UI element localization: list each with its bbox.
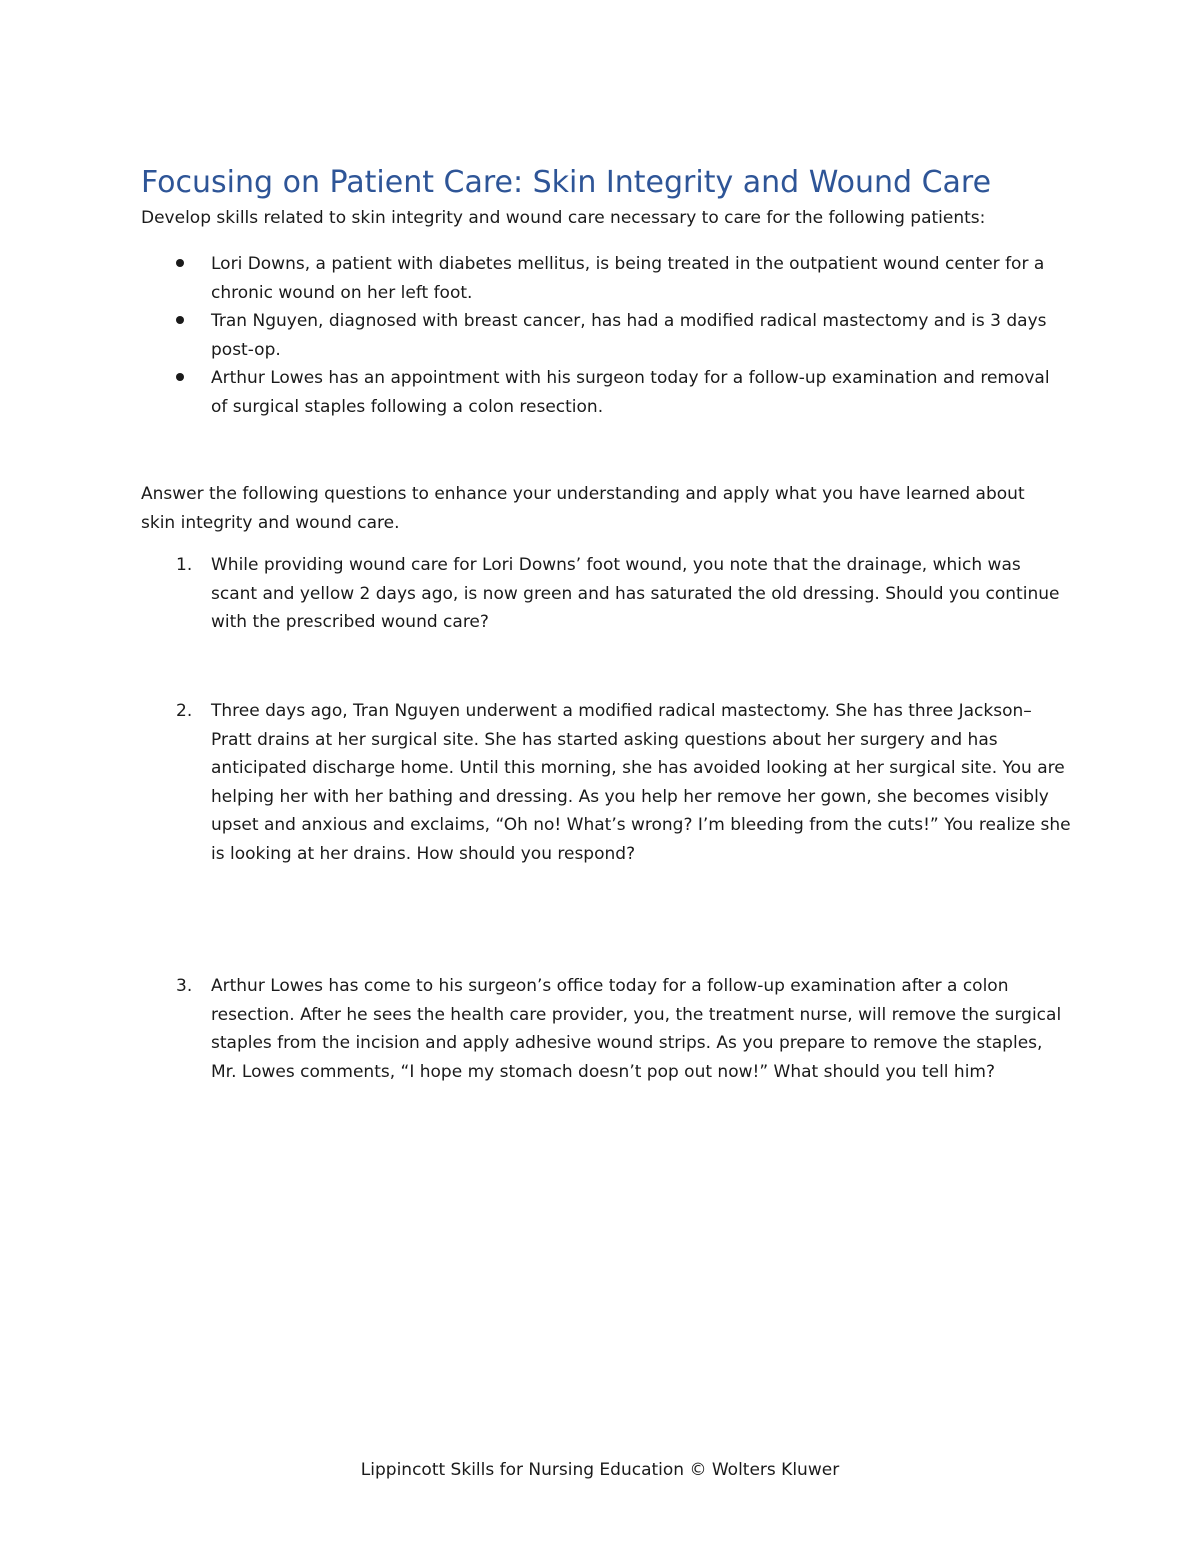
intro-text: Develop skills related to skin integrity and wound care necessary to care for the following patients:	[141, 208, 986, 228]
question-number: 2.	[176, 701, 193, 721]
page-title: Focusing on Patient Care: Skin Integrity and Wound Care	[141, 165, 992, 200]
question-2	[141, 697, 1071, 868]
question-text: Arthur Lowes has come to his surgeon’s office today for a follow-up examination after a colon resection. After he sees the health care provider, you, the treatment nurse, will remove the surgical staples from the incision and apply adhesive wound strips. As you prepare to remove the staples, Mr. Lowes comments, “I hope my stomach doesn’t pop out now!” What should you tell him?	[211, 976, 1062, 1082]
question-1	[141, 551, 1071, 637]
patient-description: Tran Nguyen, diagnosed with breast cancer, has had a modified radical mastectomy and is 3 days post-op.	[211, 311, 1047, 360]
answer-intro-text: Answer the following questions to enhance your understanding and apply what you have learned about skin integrity and wound care.	[141, 484, 1025, 533]
patient-description: Arthur Lowes has an appointment with his surgeon today for a follow-up examination and removal of surgical staples following a colon resection.	[211, 368, 1050, 417]
page-footer: Lippincott Skills for Nursing Education © Wolters Kluwer	[360, 1460, 840, 1480]
list-item	[141, 307, 1071, 364]
question-text: While providing wound care for Lori Downs’ foot wound, you note that the drainage, which was scant and yellow 2 days ago, is now green and has saturated the old dressing. Should you continue with the prescribed wound care?	[211, 555, 1060, 632]
question-3	[141, 972, 1071, 1086]
list-item	[141, 364, 1071, 421]
bullet-icon	[176, 316, 184, 324]
bullet-icon	[176, 373, 184, 381]
bullet-icon	[176, 259, 184, 267]
list-item	[141, 250, 1071, 307]
question-text: Three days ago, Tran Nguyen underwent a modified radical mastectomy. She has three Jackson–Pratt drains at her surgical site. She has started asking questions about her surgery and has anticipated discharge home. Until this morning, she has avoided looking at her surgical site. You are helping her with her bathing and dressing. As you help her remove her gown, she becomes visibly upset and anxious and exclaims, “Oh no! What’s wrong? I’m bleeding from the cuts!” You realize she is looking at her drains. How should you respond?	[211, 701, 1071, 864]
question-number: 1.	[176, 555, 193, 575]
patient-list	[141, 250, 1071, 421]
question-number: 3.	[176, 976, 193, 996]
patient-description: Lori Downs, a patient with diabetes mellitus, is being treated in the outpatient wound center for a chronic wound on her left foot.	[211, 254, 1045, 303]
